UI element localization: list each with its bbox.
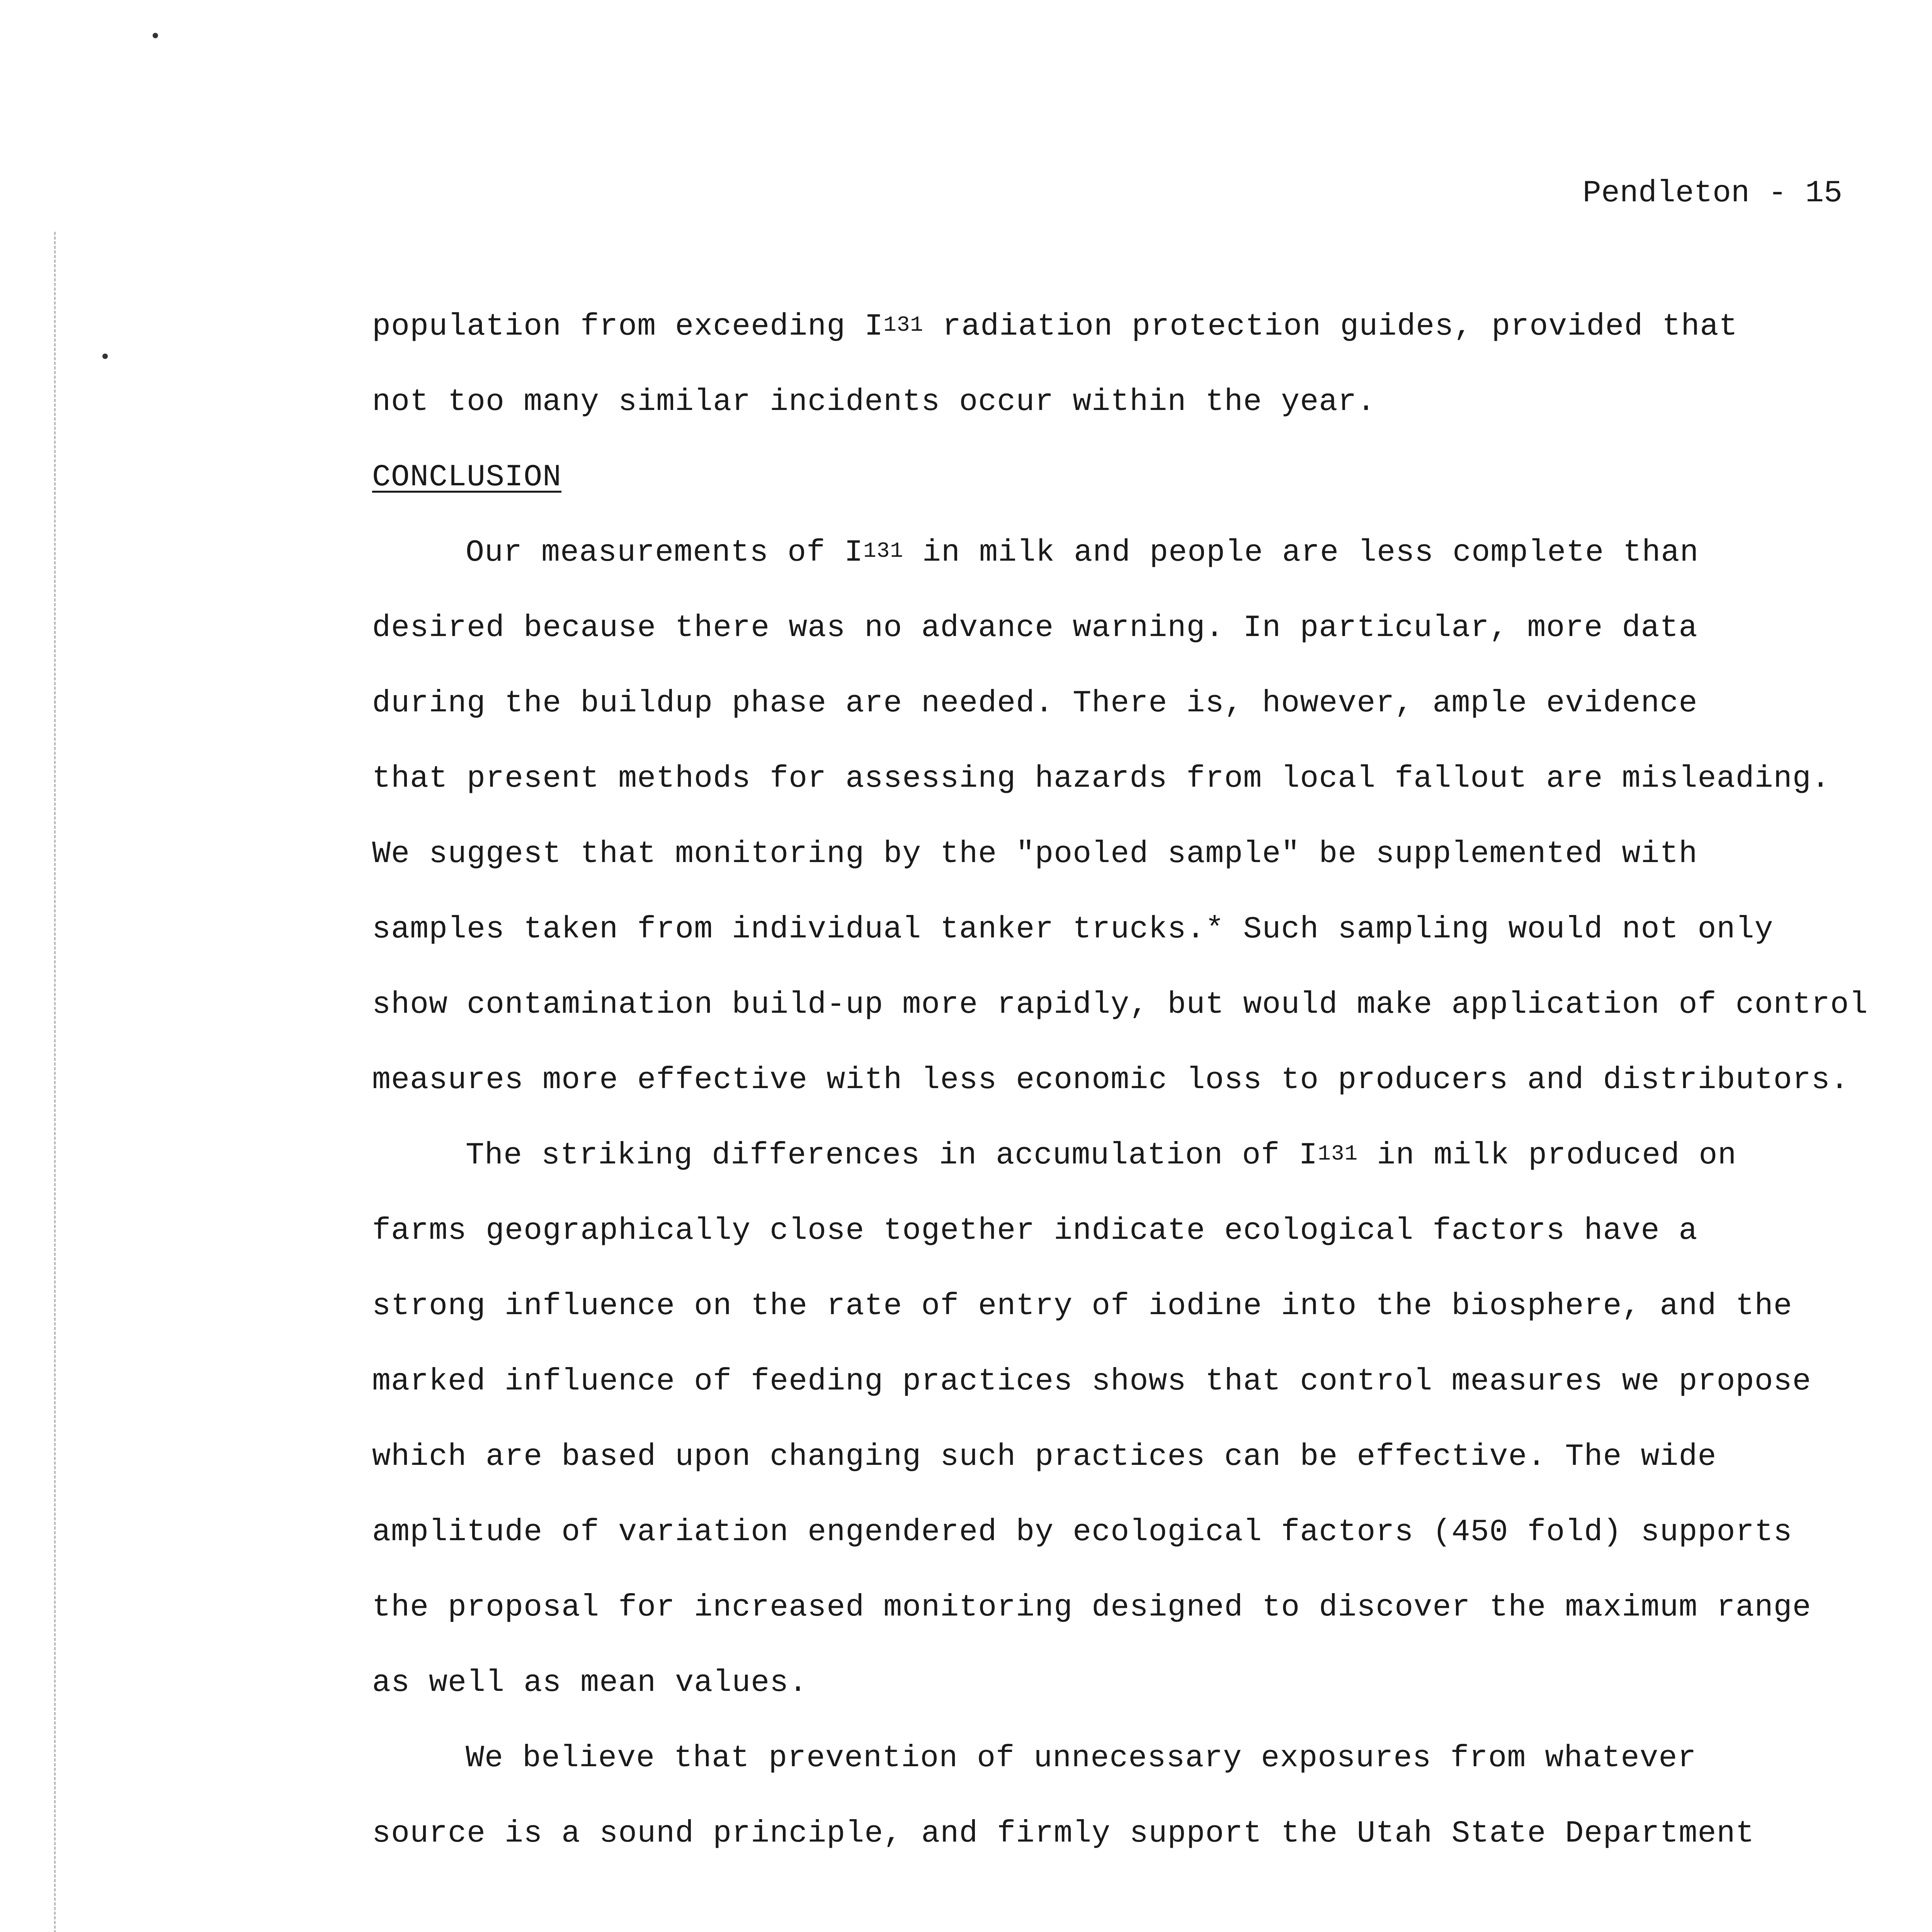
- body-line-13: strong influence on the rate of entry of iodine into the biosphere, and the: [372, 1289, 1793, 1324]
- body-line-15: which are based upon changing such practices can be effective. The wide: [372, 1439, 1717, 1475]
- body-line-18: as well as mean values.: [372, 1665, 808, 1701]
- body-line-14: marked influence of feeding practices shows that control measures we propose: [372, 1364, 1811, 1399]
- body-line-2: not too many similar incidents occur within the year.: [372, 384, 1376, 420]
- body-line-20: source is a sound principle, and firmly support the Utah State Department: [372, 1816, 1755, 1851]
- superscript: 131: [863, 539, 903, 563]
- body-line-16: amplitude of variation engendered by ecological factors (450 fold) supports: [372, 1515, 1793, 1550]
- superscript: 131: [1318, 1141, 1358, 1166]
- body-line-12: farms geographically close together indicate ecological factors have a: [372, 1213, 1698, 1248]
- scan-speck: [102, 354, 108, 359]
- body-line-19: We believe that prevention of unnecessary exposures from whatever: [466, 1741, 1697, 1776]
- running-head: Pendleton - 15: [1582, 176, 1842, 211]
- body-line-11: The striking differences in accumulation of $I^{131}$ in milk produced on: [466, 1138, 1737, 1173]
- body-line-3: Our measurements of $I^{131}$ in milk and people are less complete than: [466, 535, 1699, 570]
- body-line-10: measures more effective with less economic loss to producers and distributors.: [372, 1063, 1849, 1098]
- body-line-7: We suggest that monitoring by the "pooled sample" be supplemented with: [372, 837, 1698, 872]
- body-line-4: desired because there was no advance warning. In particular, more data: [372, 611, 1698, 646]
- scan-edge-artifact: [54, 232, 57, 1932]
- scan-speck: [153, 33, 158, 38]
- body-line-8: samples taken from individual tanker trucks.* Such sampling would not only: [372, 912, 1774, 947]
- body-line-9: show contamination build-up more rapidly, but would make application of control: [372, 987, 1868, 1022]
- body-line-1: population from exceeding $I^{131}$ radiation protection guides, provided that: [372, 309, 1738, 344]
- body-line-5: during the buildup phase are needed. There is, however, ample evidence: [372, 686, 1698, 721]
- superscript: 131: [883, 313, 924, 337]
- body-line-6: that present methods for assessing hazards from local fallout are misleading.: [372, 761, 1830, 796]
- body-line-17: the proposal for increased monitoring designed to discover the maximum range: [372, 1590, 1811, 1625]
- section-heading: CONCLUSION: [372, 460, 562, 495]
